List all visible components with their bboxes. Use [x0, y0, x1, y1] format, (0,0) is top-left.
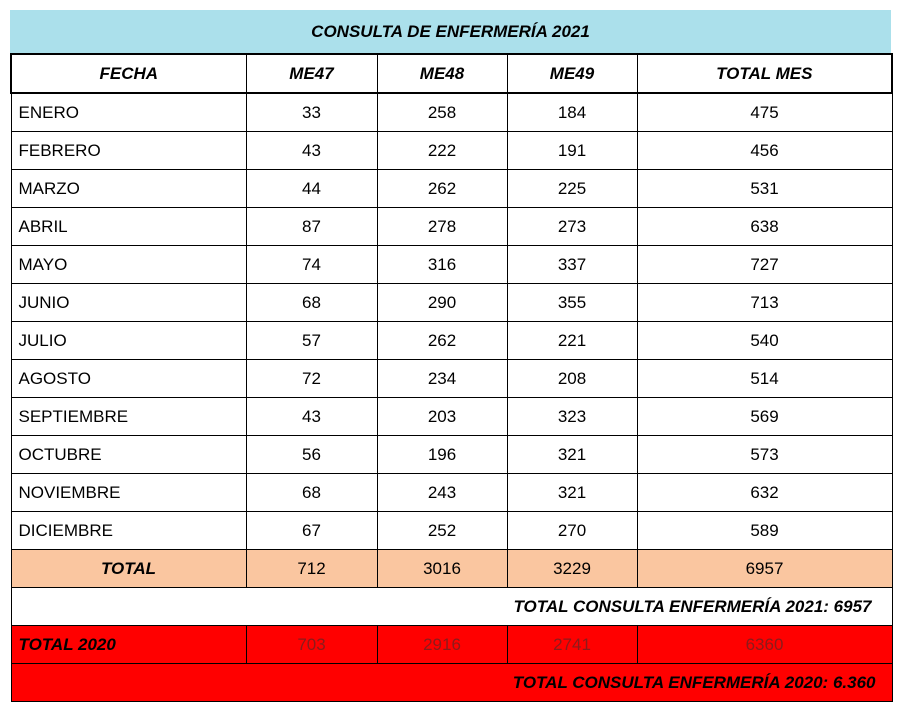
me49-cell: 321 — [507, 474, 637, 512]
total-me49: 3229 — [507, 550, 637, 588]
total-mes-cell: 475 — [637, 93, 892, 132]
header-row — [11, 54, 892, 93]
me49-cell: 225 — [507, 170, 637, 208]
total-2020-me48: 2916 — [377, 626, 507, 664]
header-me47: ME47 — [246, 54, 377, 93]
me48-cell: 262 — [377, 170, 507, 208]
me48-cell: 234 — [377, 360, 507, 398]
me47-cell: 57 — [246, 322, 377, 360]
total-2020-all: 6360 — [637, 626, 892, 664]
total-me47: 712 — [246, 550, 377, 588]
me47-cell: 43 — [246, 132, 377, 170]
me49-cell: 337 — [507, 246, 637, 284]
table-row — [11, 170, 892, 208]
me49-cell: 184 — [507, 93, 637, 132]
month-cell: AGOSTO — [11, 360, 246, 398]
table-row — [11, 512, 892, 550]
total-mes-cell: 540 — [637, 322, 892, 360]
table-row — [11, 436, 892, 474]
total-mes-cell: 569 — [637, 398, 892, 436]
me47-cell: 33 — [246, 93, 377, 132]
me47-cell: 43 — [246, 398, 377, 436]
table-row — [11, 360, 892, 398]
header-me49: ME49 — [507, 54, 637, 93]
month-cell: OCTUBRE — [11, 436, 246, 474]
me48-cell: 278 — [377, 208, 507, 246]
month-cell: NOVIEMBRE — [11, 474, 246, 512]
me47-cell: 87 — [246, 208, 377, 246]
month-cell: SEPTIEMBRE — [11, 398, 246, 436]
total-2020-row — [11, 626, 892, 664]
table-row — [11, 246, 892, 284]
me49-cell: 270 — [507, 512, 637, 550]
header-me48: ME48 — [377, 54, 507, 93]
total-label: TOTAL — [11, 550, 246, 588]
total-me48: 3016 — [377, 550, 507, 588]
total-mes-cell: 514 — [637, 360, 892, 398]
summary-2020-text: TOTAL CONSULTA ENFERMERÍA 2020: 6.360 — [11, 664, 892, 702]
total-mes-cell: 713 — [637, 284, 892, 322]
total-2020-me47: 703 — [246, 626, 377, 664]
summary-2020-row — [11, 664, 892, 702]
summary-2021-text: TOTAL CONSULTA ENFERMERÍA 2021: 6957 — [11, 588, 892, 626]
total-mes-cell: 727 — [637, 246, 892, 284]
me47-cell: 74 — [246, 246, 377, 284]
me47-cell: 72 — [246, 360, 377, 398]
table-row — [11, 208, 892, 246]
me48-cell: 316 — [377, 246, 507, 284]
me48-cell: 262 — [377, 322, 507, 360]
me48-cell: 290 — [377, 284, 507, 322]
me47-cell: 44 — [246, 170, 377, 208]
month-cell: FEBRERO — [11, 132, 246, 170]
table-row — [11, 93, 892, 132]
table-row — [11, 132, 892, 170]
me48-cell: 222 — [377, 132, 507, 170]
sheet-title: CONSULTA DE ENFERMERÍA 2021 — [10, 10, 891, 53]
me48-cell: 243 — [377, 474, 507, 512]
me47-cell: 68 — [246, 284, 377, 322]
summary-2021-row — [11, 588, 892, 626]
month-cell: MARZO — [11, 170, 246, 208]
total-mes-cell: 531 — [637, 170, 892, 208]
table-row — [11, 284, 892, 322]
me48-cell: 203 — [377, 398, 507, 436]
consult-table — [10, 53, 893, 702]
me48-cell: 252 — [377, 512, 507, 550]
me49-cell: 273 — [507, 208, 637, 246]
total-mes-cell: 589 — [637, 512, 892, 550]
total-mes-cell: 456 — [637, 132, 892, 170]
me48-cell: 258 — [377, 93, 507, 132]
total-all: 6957 — [637, 550, 892, 588]
me48-cell: 196 — [377, 436, 507, 474]
month-cell: ABRIL — [11, 208, 246, 246]
total-mes-cell: 638 — [637, 208, 892, 246]
nursing-consult-sheet — [10, 10, 891, 702]
month-cell: JUNIO — [11, 284, 246, 322]
table-row — [11, 322, 892, 360]
me49-cell: 321 — [507, 436, 637, 474]
header-total-mes: TOTAL MES — [637, 54, 892, 93]
me47-cell: 68 — [246, 474, 377, 512]
me49-cell: 221 — [507, 322, 637, 360]
me49-cell: 191 — [507, 132, 637, 170]
header-fecha: FECHA — [11, 54, 246, 93]
month-cell: MAYO — [11, 246, 246, 284]
total-mes-cell: 573 — [637, 436, 892, 474]
me49-cell: 323 — [507, 398, 637, 436]
me49-cell: 355 — [507, 284, 637, 322]
month-cell: JULIO — [11, 322, 246, 360]
me49-cell: 208 — [507, 360, 637, 398]
month-cell: DICIEMBRE — [11, 512, 246, 550]
me47-cell: 67 — [246, 512, 377, 550]
total-row — [11, 550, 892, 588]
table-row — [11, 398, 892, 436]
table-row — [11, 474, 892, 512]
month-cell: ENERO — [11, 93, 246, 132]
total-mes-cell: 632 — [637, 474, 892, 512]
me47-cell: 56 — [246, 436, 377, 474]
total-2020-me49: 2741 — [507, 626, 637, 664]
total-2020-label: TOTAL 2020 — [11, 626, 246, 664]
